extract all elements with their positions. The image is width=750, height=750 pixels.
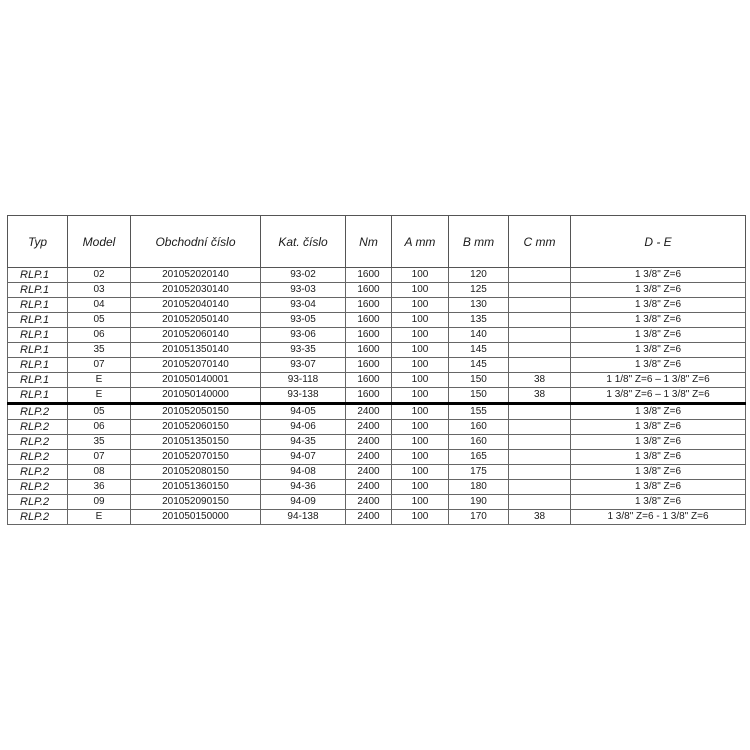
cell-b-mm: 130	[449, 298, 509, 313]
cell-d-e: 1 3/8" Z=6 - 1 3/8" Z=6	[571, 510, 746, 525]
cell-obchodni-cislo: 201051350150	[131, 435, 261, 450]
cell-typ: RLP.1	[8, 343, 68, 358]
cell-nm: 1600	[346, 388, 392, 404]
cell-a-mm: 100	[392, 435, 449, 450]
cell-b-mm: 170	[449, 510, 509, 525]
cell-nm: 1600	[346, 358, 392, 373]
cell-obchodni-cislo: 201050150000	[131, 510, 261, 525]
cell-nm: 2400	[346, 404, 392, 420]
header-nm: Nm	[346, 216, 392, 268]
cell-c-mm	[509, 313, 571, 328]
cell-model: 07	[68, 358, 131, 373]
cell-typ: RLP.2	[8, 480, 68, 495]
cell-kat-cislo: 94-35	[261, 435, 346, 450]
table-row	[8, 450, 746, 465]
cell-c-mm	[509, 480, 571, 495]
header-a-mm: A mm	[392, 216, 449, 268]
cell-a-mm: 100	[392, 465, 449, 480]
cell-model: 35	[68, 343, 131, 358]
table-row	[8, 388, 746, 404]
cell-obchodni-cislo: 201051360150	[131, 480, 261, 495]
cell-b-mm: 150	[449, 373, 509, 388]
cell-a-mm: 100	[392, 313, 449, 328]
table-row	[8, 435, 746, 450]
cell-d-e: 1 3/8" Z=6	[571, 450, 746, 465]
cell-typ: RLP.2	[8, 510, 68, 525]
cell-d-e: 1 3/8" Z=6	[571, 495, 746, 510]
cell-typ: RLP.2	[8, 495, 68, 510]
cell-obchodni-cislo: 201052060150	[131, 420, 261, 435]
cell-d-e: 1 3/8" Z=6 – 1 3/8" Z=6	[571, 388, 746, 404]
cell-model: 35	[68, 435, 131, 450]
cell-kat-cislo: 93-35	[261, 343, 346, 358]
cell-b-mm: 160	[449, 420, 509, 435]
cell-b-mm: 160	[449, 435, 509, 450]
cell-c-mm	[509, 404, 571, 420]
cell-a-mm: 100	[392, 480, 449, 495]
cell-model: 05	[68, 313, 131, 328]
cell-nm: 1600	[346, 373, 392, 388]
cell-c-mm	[509, 420, 571, 435]
cell-a-mm: 100	[392, 420, 449, 435]
cell-model: E	[68, 373, 131, 388]
table-row	[8, 465, 746, 480]
cell-a-mm: 100	[392, 283, 449, 298]
cell-obchodni-cislo: 201052050140	[131, 313, 261, 328]
cell-b-mm: 145	[449, 343, 509, 358]
cell-c-mm: 38	[509, 373, 571, 388]
table-row	[8, 373, 746, 388]
cell-nm: 2400	[346, 480, 392, 495]
cell-kat-cislo: 93-02	[261, 268, 346, 283]
cell-d-e: 1 3/8" Z=6	[571, 298, 746, 313]
cell-d-e: 1 3/8" Z=6	[571, 480, 746, 495]
table-row	[8, 404, 746, 420]
cell-typ: RLP.2	[8, 465, 68, 480]
cell-a-mm: 100	[392, 328, 449, 343]
table-row	[8, 313, 746, 328]
cell-d-e: 1 1/8" Z=6 – 1 3/8" Z=6	[571, 373, 746, 388]
cell-b-mm: 180	[449, 480, 509, 495]
cell-nm: 2400	[346, 495, 392, 510]
table-body	[8, 268, 746, 525]
cell-nm: 2400	[346, 420, 392, 435]
cell-model: 07	[68, 450, 131, 465]
cell-obchodni-cislo: 201052050150	[131, 404, 261, 420]
cell-nm: 2400	[346, 450, 392, 465]
cell-kat-cislo: 93-118	[261, 373, 346, 388]
cell-b-mm: 190	[449, 495, 509, 510]
cell-nm: 1600	[346, 313, 392, 328]
cell-obchodni-cislo: 201052070140	[131, 358, 261, 373]
header-c-mm: C mm	[509, 216, 571, 268]
cell-d-e: 1 3/8" Z=6	[571, 358, 746, 373]
cell-typ: RLP.2	[8, 450, 68, 465]
cell-a-mm: 100	[392, 268, 449, 283]
cell-d-e: 1 3/8" Z=6	[571, 268, 746, 283]
cell-typ: RLP.1	[8, 298, 68, 313]
cell-typ: RLP.1	[8, 388, 68, 404]
cell-kat-cislo: 94-36	[261, 480, 346, 495]
cell-typ: RLP.1	[8, 328, 68, 343]
cell-obchodni-cislo: 201052080150	[131, 465, 261, 480]
cell-b-mm: 150	[449, 388, 509, 404]
cell-obchodni-cislo: 201051350140	[131, 343, 261, 358]
table-row	[8, 328, 746, 343]
cell-d-e: 1 3/8" Z=6	[571, 435, 746, 450]
cell-nm: 1600	[346, 283, 392, 298]
cell-d-e: 1 3/8" Z=6	[571, 465, 746, 480]
cell-a-mm: 100	[392, 298, 449, 313]
header-model: Model	[68, 216, 131, 268]
table-row	[8, 510, 746, 525]
table-header	[8, 216, 746, 268]
cell-kat-cislo: 93-06	[261, 328, 346, 343]
cell-b-mm: 175	[449, 465, 509, 480]
cell-kat-cislo: 93-07	[261, 358, 346, 373]
cell-c-mm	[509, 283, 571, 298]
cell-kat-cislo: 93-04	[261, 298, 346, 313]
cell-nm: 2400	[346, 510, 392, 525]
cell-kat-cislo: 93-138	[261, 388, 346, 404]
table-row	[8, 298, 746, 313]
cell-a-mm: 100	[392, 388, 449, 404]
cell-nm: 2400	[346, 465, 392, 480]
header-kat-cislo: Kat. číslo	[261, 216, 346, 268]
cell-c-mm: 38	[509, 388, 571, 404]
cell-d-e: 1 3/8" Z=6	[571, 420, 746, 435]
cell-b-mm: 155	[449, 404, 509, 420]
cell-obchodni-cislo: 201050140001	[131, 373, 261, 388]
cell-kat-cislo: 94-06	[261, 420, 346, 435]
cell-kat-cislo: 94-09	[261, 495, 346, 510]
cell-a-mm: 100	[392, 373, 449, 388]
table-row	[8, 283, 746, 298]
cell-obchodni-cislo: 201052040140	[131, 298, 261, 313]
cell-model: 09	[68, 495, 131, 510]
cell-b-mm: 145	[449, 358, 509, 373]
cell-model: E	[68, 510, 131, 525]
cell-obchodni-cislo: 201052070150	[131, 450, 261, 465]
cell-c-mm: 38	[509, 510, 571, 525]
table-row	[8, 495, 746, 510]
cell-d-e: 1 3/8" Z=6	[571, 283, 746, 298]
cell-b-mm: 120	[449, 268, 509, 283]
table-row	[8, 420, 746, 435]
cell-typ: RLP.2	[8, 404, 68, 420]
cell-c-mm	[509, 298, 571, 313]
cell-kat-cislo: 94-05	[261, 404, 346, 420]
cell-model: 36	[68, 480, 131, 495]
cell-a-mm: 100	[392, 358, 449, 373]
cell-a-mm: 100	[392, 510, 449, 525]
cell-obchodni-cislo: 201052090150	[131, 495, 261, 510]
header-b-mm: B mm	[449, 216, 509, 268]
cell-model: 08	[68, 465, 131, 480]
header-obchodni-cislo: Obchodní číslo	[131, 216, 261, 268]
cell-d-e: 1 3/8" Z=6	[571, 313, 746, 328]
cell-c-mm	[509, 358, 571, 373]
cell-typ: RLP.2	[8, 435, 68, 450]
cell-c-mm	[509, 465, 571, 480]
cell-a-mm: 100	[392, 343, 449, 358]
cell-typ: RLP.1	[8, 313, 68, 328]
header-row	[8, 216, 746, 268]
cell-nm: 1600	[346, 343, 392, 358]
table-row	[8, 358, 746, 373]
cell-c-mm	[509, 450, 571, 465]
cell-a-mm: 100	[392, 404, 449, 420]
cell-b-mm: 140	[449, 328, 509, 343]
header-typ: Typ	[8, 216, 68, 268]
cell-typ: RLP.1	[8, 373, 68, 388]
cell-nm: 1600	[346, 268, 392, 283]
table-row	[8, 268, 746, 283]
cell-kat-cislo: 94-07	[261, 450, 346, 465]
cell-obchodni-cislo: 201050140000	[131, 388, 261, 404]
cell-kat-cislo: 93-03	[261, 283, 346, 298]
table-row	[8, 343, 746, 358]
cell-c-mm	[509, 343, 571, 358]
header-d-e: D - E	[571, 216, 746, 268]
cell-typ: RLP.1	[8, 283, 68, 298]
cell-kat-cislo: 94-138	[261, 510, 346, 525]
cell-kat-cislo: 94-08	[261, 465, 346, 480]
cell-c-mm	[509, 328, 571, 343]
cell-d-e: 1 3/8" Z=6	[571, 404, 746, 420]
cell-model: 06	[68, 328, 131, 343]
cell-nm: 1600	[346, 328, 392, 343]
cell-model: 06	[68, 420, 131, 435]
cell-kat-cislo: 93-05	[261, 313, 346, 328]
cell-a-mm: 100	[392, 450, 449, 465]
cell-typ: RLP.1	[8, 358, 68, 373]
cell-model: E	[68, 388, 131, 404]
cell-b-mm: 125	[449, 283, 509, 298]
cell-nm: 2400	[346, 435, 392, 450]
table-row	[8, 480, 746, 495]
cell-typ: RLP.1	[8, 268, 68, 283]
cell-a-mm: 100	[392, 495, 449, 510]
cell-obchodni-cislo: 201052060140	[131, 328, 261, 343]
cell-model: 02	[68, 268, 131, 283]
cell-model: 03	[68, 283, 131, 298]
cell-model: 04	[68, 298, 131, 313]
cell-c-mm	[509, 495, 571, 510]
cell-obchodni-cislo: 201052030140	[131, 283, 261, 298]
spec-table	[7, 215, 746, 525]
cell-b-mm: 165	[449, 450, 509, 465]
cell-d-e: 1 3/8" Z=6	[571, 343, 746, 358]
cell-nm: 1600	[346, 298, 392, 313]
cell-model: 05	[68, 404, 131, 420]
cell-c-mm	[509, 268, 571, 283]
cell-b-mm: 135	[449, 313, 509, 328]
cell-c-mm	[509, 435, 571, 450]
cell-d-e: 1 3/8" Z=6	[571, 328, 746, 343]
cell-obchodni-cislo: 201052020140	[131, 268, 261, 283]
cell-typ: RLP.2	[8, 420, 68, 435]
